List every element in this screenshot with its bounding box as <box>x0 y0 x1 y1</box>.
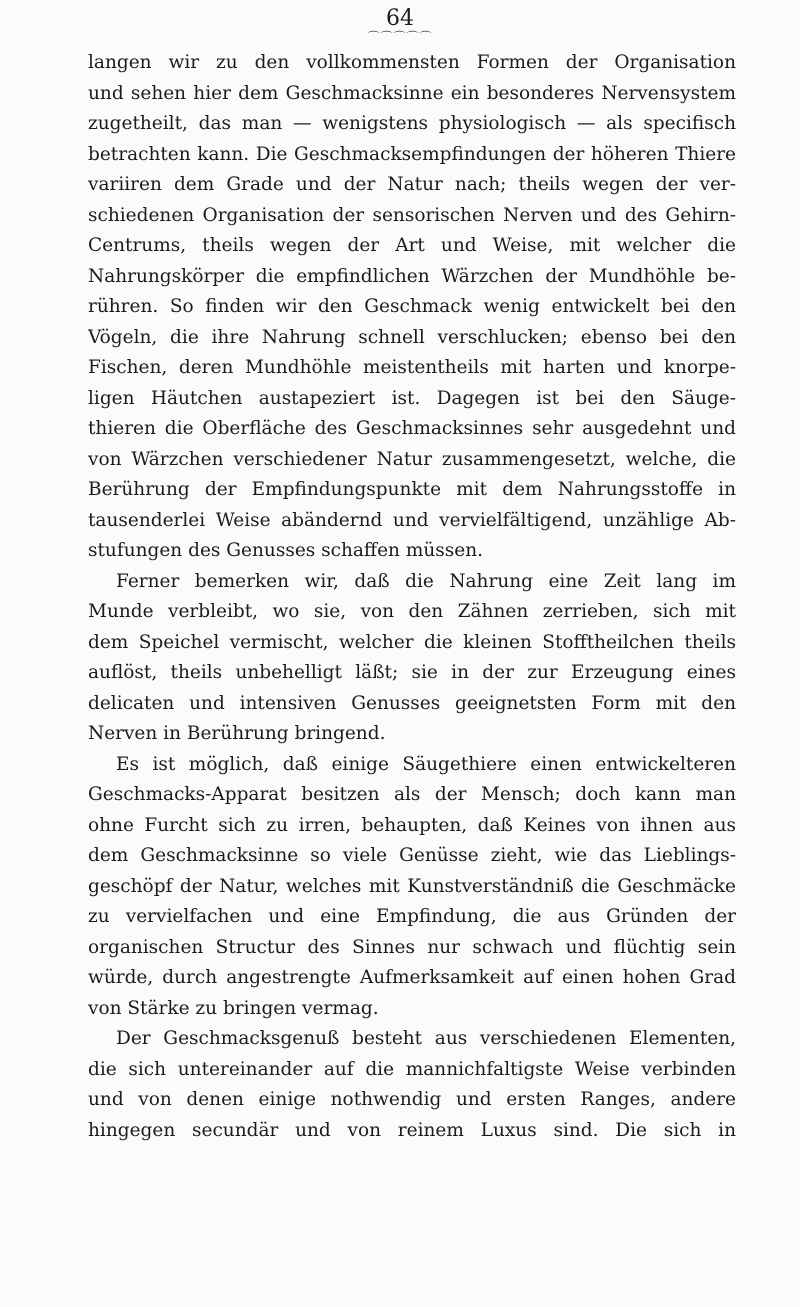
page-number: 64 <box>386 6 414 31</box>
body-text <box>88 48 736 1146</box>
text-line: variiren dem Grade und der Natur nach; theils wegen der ver- <box>88 174 736 195</box>
text-line: Munde verbleibt, wo sie, von den Zähnen zerrieben, sich mit <box>88 601 736 622</box>
text-line: zugetheilt, das man — wenigstens physiologisch — als specifisch <box>88 113 736 134</box>
paragraph-start-line: Ferner bemerken wir, daß die Nahrung eine Zeit lang im <box>116 570 736 592</box>
text-line: delicaten und intensiven Genusses geeignetsten Form mit den <box>88 692 736 714</box>
paragraph-start-line: Es ist möglich, daß einige Säugethiere einen entwickelteren <box>116 753 736 775</box>
text-line: von Wärzchen verschiedener Natur zusammengesetzt, welche, die <box>88 448 736 470</box>
text-line: die sich untereinander auf die mannichfaltigste Weise verbinden <box>88 1058 736 1080</box>
text-line: ligen Häutchen austapeziert ist. Dagegen ist bei den Säuge- <box>88 387 736 409</box>
text-line: geschöpf der Natur, welches mit Kunstverständniß die Geschmäcke <box>88 875 736 897</box>
text-line: tausenderlei Weise abändernd und vervielfältigend, unzählige Ab- <box>88 509 736 531</box>
text-line: zu vervielfachen und eine Empfindung, die aus Gründen der <box>88 906 736 927</box>
text-line: Geschmacks-Apparat besitzen als der Mensch; doch kann man <box>88 784 736 805</box>
text-line: und sehen hier dem Geschmacksinne ein besonderes Nervensystem <box>88 82 736 104</box>
paragraph-end-line: stufungen des Genusses schaffen müssen. <box>88 540 484 561</box>
text-line: würde, durch angestrengte Aufmerksamkeit auf einen hohen Grad <box>88 967 736 988</box>
text-line: auflöst, theils unbehelligt läßt; sie in der zur Erzeugung eines <box>88 662 736 683</box>
text-line: schiedenen Organisation der sensorischen Nerven und des Gehirn- <box>88 204 736 226</box>
text-line: Berührung der Empfindungspunkte mit dem Nahrungsstoffe in <box>88 479 736 500</box>
text-line: dem Geschmacksinne so viele Genüsse zieht, wie das Lieblings- <box>88 845 736 866</box>
paragraph-end-line: Nerven in Berührung bringend. <box>88 723 386 744</box>
header-ornament: ⌒⌒⌒⌒⌒ <box>367 30 433 44</box>
text-line: und von denen einige nothwendig und ersten Ranges, andere <box>88 1089 736 1110</box>
text-line: ohne Furcht sich zu irren, behaupten, daß Keines von ihnen aus <box>88 814 736 836</box>
text-line: thieren die Oberfläche des Geschmacksinnes sehr ausgedehnt und <box>88 418 736 439</box>
text-line: langen wir zu den vollkommensten Formen der Organisation <box>88 52 736 73</box>
text-line: hingegen secundär und von reinem Luxus sind. Die sich in <box>88 1119 736 1141</box>
text-line: rühren. So finden wir den Geschmack wenig entwickelt bei den <box>88 296 736 317</box>
text-line: betrachten kann. Die Geschmacksempfindungen der höheren Thiere <box>88 143 736 165</box>
text-line: Nahrungskörper die empfindlichen Wärzchen der Mundhöhle be- <box>88 265 736 287</box>
paragraph-start-line: Der Geschmacksgenuß besteht aus verschiedenen Elementen, <box>116 1028 736 1049</box>
text-line: Centrums, theils wegen der Art und Weise, mit welcher die <box>88 235 736 256</box>
paragraph-end-line: von Stärke zu bringen vermag. <box>88 997 379 1019</box>
text-line: organischen Structur des Sinnes nur schwach und flüchtig sein <box>88 936 736 958</box>
text-line: dem Speichel vermischt, welcher die kleinen Stofftheilchen theils <box>88 631 736 653</box>
page-header <box>0 6 800 42</box>
text-line: Fischen, deren Mundhöhle meistentheils mit harten und knorpe- <box>88 357 736 378</box>
text-line: Vögeln, die ihre Nahrung schnell verschlucken; ebenso bei den <box>88 326 736 348</box>
